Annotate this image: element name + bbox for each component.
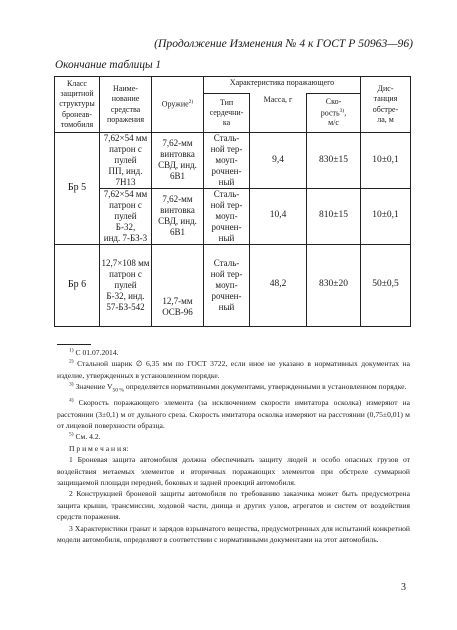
footnote-2: $^{2)}$ Стальной шарик ∅ 6,35 мм по ГОСТ 3722, если иное не указано в нормативных документах на изделие, утвержденных в установленном порядке. xyxy=(57,358,410,380)
name-cell: 7,62×54 мм патрон с пулей Б-32, инд. 7-БЗ-3 xyxy=(100,188,152,244)
weapon-cell: 7,62-мм винтовка СВД, инд. 6В1 xyxy=(152,133,204,189)
col-header-mass: Масса, г xyxy=(250,94,307,133)
core-cell: Сталь- ной тер- моуп- рочнен- ный xyxy=(204,188,250,244)
distance-cell: 10±0,1 xyxy=(361,133,411,189)
core-cell: Сталь- ной тер- моуп- рочнен- ный xyxy=(204,244,250,326)
col-header-weapon: Оружие$^{2)}$ xyxy=(152,77,204,133)
mass-cell: 9,4 xyxy=(250,133,307,189)
table-title: Окончание таблицы 1 xyxy=(55,59,162,71)
remark-3: 3 Характеристики гранат и зарядов взрывчатого вещества, предусмотренных для испытаний конкретной модели автомобиля, определяют в соответствии с нормативными документами на этот автомобиль. xyxy=(57,523,410,545)
class-cell: Бр 5 xyxy=(55,133,100,245)
armor-class-table xyxy=(54,76,411,327)
table-row xyxy=(55,244,411,326)
speed-cell: 830±15 xyxy=(307,133,361,189)
speed-cell: 830±20 xyxy=(307,244,361,326)
col-header-group: Характеристика поражающего xyxy=(204,77,361,94)
footnote-5: $^{5)}$ См. 4.2. xyxy=(69,431,101,442)
distance-cell: 10±0,1 xyxy=(361,188,411,244)
table-row xyxy=(55,133,411,189)
col-header-core: Тип сердечни- ка xyxy=(204,94,250,133)
remark-2: 2 Конструкцией броневой защиты автомобиля по требованию заказчика может быть предусмотрена защита крыши, трансмиссии, ходовой части, днища и других узлов, агрегатов и систем от воздействия средств поражения. xyxy=(57,489,410,522)
col-header-name: Наиме- нование средства поражения xyxy=(100,77,152,133)
footnotes xyxy=(57,342,410,545)
weapon-cell: 12,7-мм ОСВ-96 xyxy=(152,244,204,326)
table-row xyxy=(55,188,411,244)
class-cell: Бр 6 xyxy=(55,244,100,326)
mass-cell: 10,4 xyxy=(250,188,307,244)
core-cell: Сталь- ной тер- моуп- рочнен- ный xyxy=(204,133,250,189)
remark-1: 1 Броневая защита автомобиля должна обеспечивать защиту людей и особо опасных грузов от воздействия метаемых элементов и вторичных поражающих элементов при обстреле суммарной защищаемой площади передней, боковых и задней проекций автомобиля. xyxy=(57,455,410,487)
distance-cell: 50±0,5 xyxy=(361,244,411,326)
speed-cell: 810±15 xyxy=(307,188,361,244)
page-number: 3 xyxy=(401,582,406,593)
name-cell: 7,62×54 мм патрон с пулей ПП, инд. 7Н13 xyxy=(100,133,152,189)
footnote-1: $^{1)}$ С 01.07.2014. xyxy=(69,347,119,357)
weapon-cell: 7,62-мм винтовка СВД, инд. 6В1 xyxy=(152,188,204,244)
mass-cell: 48,2 xyxy=(250,244,307,326)
footnote-3: $^{3)}$ Значение $V_{50 \%}$ определяется нормативными документами, утвержденными в установленном порядке. xyxy=(69,381,407,394)
footnote-4: $^{4)}$ Скорость поражающего элемента (за исключением скорости имитатора осколка) измеряют на расстоянии (3±0,1) м от дульного среза. Скорость имитатора осколка измеряют на расстоянии (0,75±0,01) м от лицевой поверхности образца. xyxy=(57,397,410,430)
name-cell: 12,7×108 мм патрон с пулей Б-32, инд. 57-БЗ-542 xyxy=(100,244,152,326)
document-header: (Продолжение Изменения № 4 к ГОСТ Р 50963—96) xyxy=(154,37,413,50)
col-header-class: Класс защитной структуры бронеав- томобиля xyxy=(55,77,100,133)
col-header-distance: Дис- танция обстре- ла, м xyxy=(361,77,411,133)
table-header-row xyxy=(55,77,411,94)
remarks-title: П р и м е ч а н и я: xyxy=(69,443,129,453)
col-header-speed: Ско- рость$^{3)}$, м/с xyxy=(307,94,361,133)
footnote-divider xyxy=(57,344,91,345)
